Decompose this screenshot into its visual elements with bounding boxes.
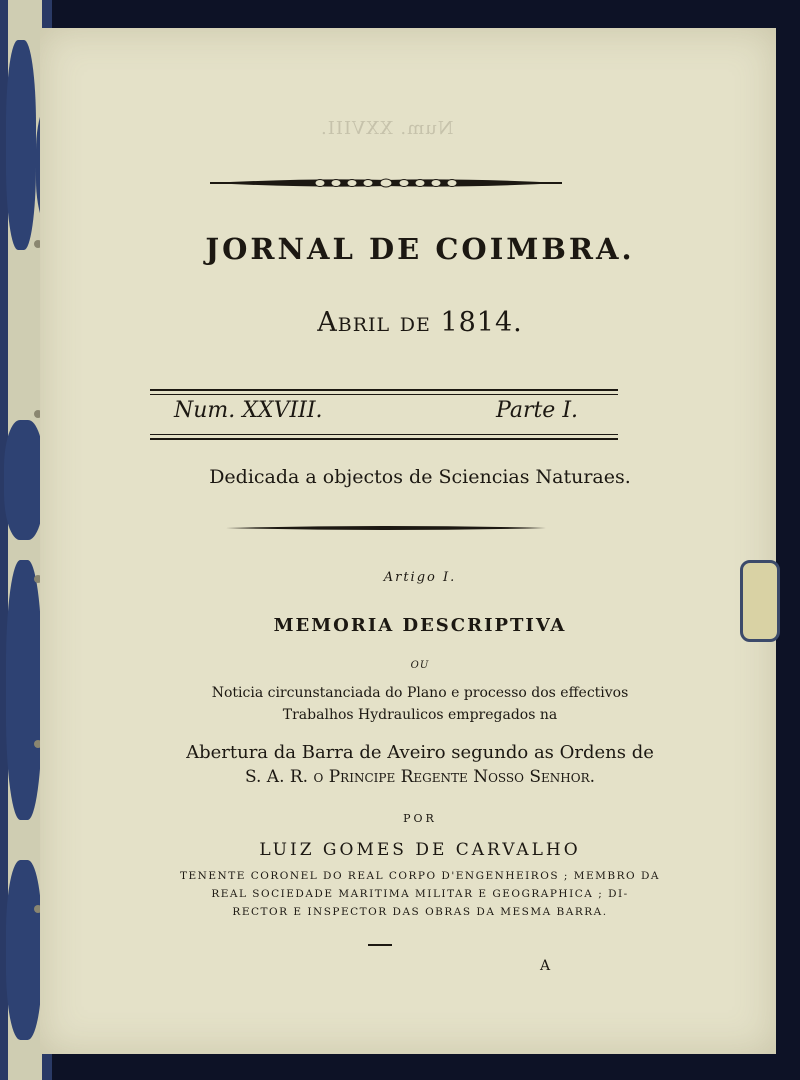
- author-credentials-line3: RECTOR E INSPECTOR DAS OBRAS DA MESMA BARRA.: [232, 906, 608, 918]
- top-double-rule: [150, 389, 618, 391]
- water-stain: [6, 40, 36, 250]
- article-label: Artigo I.: [383, 570, 457, 585]
- article-subtitle-line3: Abertura da Barra de Aveiro segundo as Ordens de: [186, 742, 654, 763]
- water-stain: [4, 420, 44, 540]
- article-title: MEMORIA DESCRIPTIVA: [273, 615, 567, 636]
- date-month: Abril: [317, 307, 391, 338]
- issue-date: [110, 307, 730, 338]
- article-or: OU: [410, 660, 430, 671]
- top-double-rule-thin: [150, 394, 618, 395]
- article-subtitle-line4-prefix: S. A. R.: [244, 767, 309, 787]
- ornamental-rule-icon: [210, 176, 562, 190]
- bleed-through-text: Num. XXVIII.: [320, 118, 454, 139]
- water-stain: [6, 860, 42, 1040]
- journal-title: JORNAL DE COIMBRA.: [205, 232, 635, 266]
- bookmark-tab: [740, 560, 780, 642]
- article-subtitle-line2: Trabalhos Hydraulicos empregados na: [282, 707, 558, 723]
- author-credentials-line1: TENENTE CORONEL DO REAL CORPO D'ENGENHEIROS ; MEMBRO DA: [180, 870, 660, 882]
- issue-part: Parte I.: [496, 398, 578, 423]
- signature-mark: A: [540, 958, 551, 974]
- closing-rule: [368, 944, 392, 946]
- author-credentials-line2: REAL SOCIEDADE MARITIMA MILITAR E GEOGRAPHICA ; DI-: [211, 888, 629, 900]
- water-stain: [6, 560, 42, 820]
- article-subtitle-line4: [110, 767, 730, 787]
- author-name: LUIZ GOMES DE CARVALHO: [259, 840, 581, 860]
- issue-number: Num. XXVIII.: [174, 398, 323, 423]
- byline-por: POR: [403, 812, 437, 825]
- date-year: 1814.: [440, 307, 523, 338]
- tapered-rule-icon: [226, 524, 546, 532]
- bottom-double-rule: [150, 438, 618, 440]
- bottom-double-rule-thin: [150, 434, 618, 435]
- date-connector: de: [399, 307, 431, 338]
- article-subtitle-line1: Noticia circunstanciada do Plano e processo dos effectivos: [211, 685, 629, 701]
- dedication-line: Dedicada a objectos de Sciencias Naturaes.: [209, 466, 631, 488]
- article-subtitle-line4-rest: o Principe Regente Nosso Senhor.: [313, 767, 596, 787]
